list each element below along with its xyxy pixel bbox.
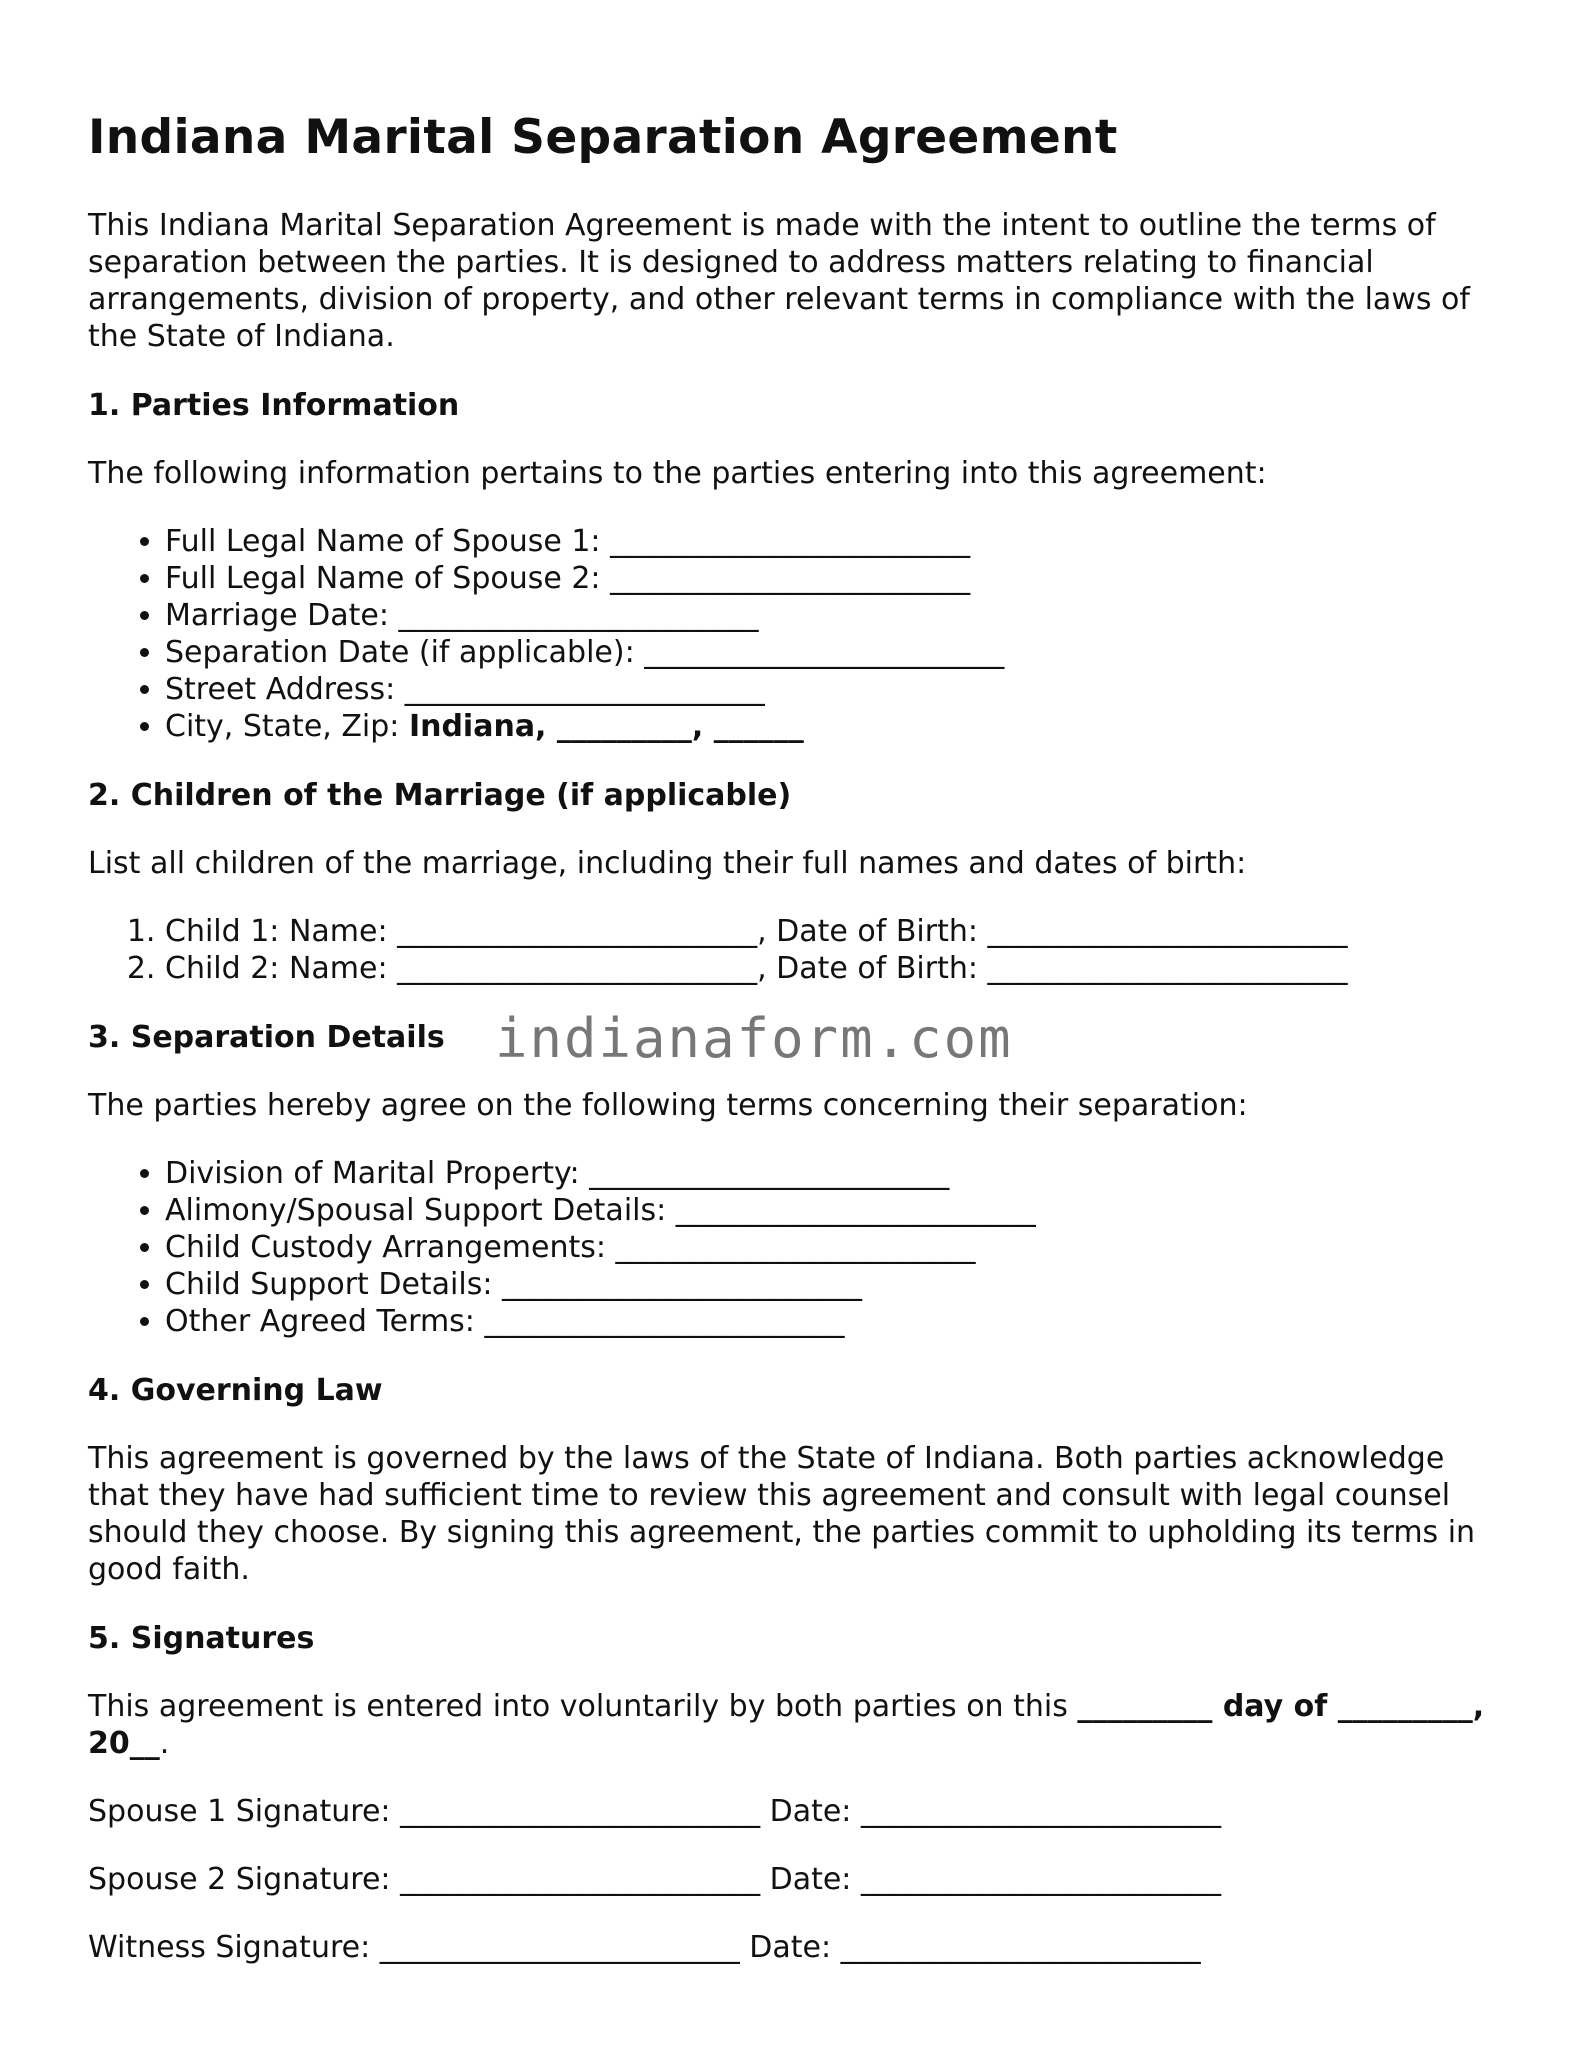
list-item: 2. Child 2: Name: ________________________, Date of Birth: ________________________ bbox=[165, 950, 1508, 987]
section-1-heading: 1. Parties Information bbox=[88, 388, 460, 423]
section-3-text: The parties hereby agree on the following terms concerning their separation: bbox=[88, 1088, 1248, 1123]
section-5-text bbox=[88, 1688, 1508, 1762]
section-2-text: List all children of the marriage, including their full names and dates of birth: bbox=[88, 846, 1247, 881]
separation-list bbox=[88, 1155, 1508, 1340]
parties-list bbox=[88, 523, 1508, 745]
agreement-date-blanks: _________ day of _________, 20__ bbox=[88, 1689, 1485, 1761]
page-title: Indiana Marital Separation Agreement bbox=[88, 110, 1118, 165]
agreement-date-suffix: . bbox=[159, 1726, 170, 1761]
section-5-heading: 5. Signatures bbox=[88, 1621, 315, 1656]
section-4-text: This agreement is governed by the laws of the State of Indiana. Both parties acknowledge that they have had sufficient time to review this agreement and consult with legal counsel should they choose. By signing this agreement, the parties commit to upholding its terms in good faith. bbox=[88, 1441, 1476, 1587]
spouse-2-signature-line: Spouse 2 Signature: ________________________ Date: ________________________ bbox=[88, 1862, 1221, 1897]
section-3-heading: 3. Separation Details bbox=[88, 1020, 445, 1055]
section-2-heading: 2. Children of the Marriage (if applicable) bbox=[88, 778, 792, 813]
list-item: • Child Support Details: ________________________ bbox=[165, 1266, 1508, 1303]
list-item: 1. Child 1: Name: ________________________, Date of Birth: ________________________ bbox=[165, 913, 1508, 950]
intro-paragraph: This Indiana Marital Separation Agreement is made with the intent to outline the terms of separation between the parties. It is designed to address matters relating to financial arrangements, division of property, and other relevant terms in compliance with the laws of the State of Indiana. bbox=[88, 208, 1470, 354]
city-value: Indiana, _________, ______ bbox=[408, 709, 804, 744]
section-1-text: The following information pertains to the parties entering into this agreement: bbox=[88, 456, 1267, 491]
list-item: • Division of Marital Property: ________________________ bbox=[165, 1155, 1508, 1192]
list-item: • Alimony/Spousal Support Details: ________________________ bbox=[165, 1192, 1508, 1229]
list-item: • Full Legal Name of Spouse 1: ________________________ bbox=[165, 523, 1508, 560]
list-item-city bbox=[165, 708, 1508, 745]
list-item: • Separation Date (if applicable): ________________________ bbox=[165, 634, 1508, 671]
children-list bbox=[88, 913, 1508, 987]
list-item: • Other Agreed Terms: ________________________ bbox=[165, 1303, 1508, 1340]
document-page bbox=[88, 105, 1508, 1966]
city-label: City, State, Zip: bbox=[165, 709, 409, 744]
section-4-heading: 4. Governing Law bbox=[88, 1373, 383, 1408]
agreement-date-prefix: This agreement is entered into voluntarily by both parties on this bbox=[88, 1689, 1078, 1724]
spouse-1-signature-line: Spouse 1 Signature: ________________________ Date: ________________________ bbox=[88, 1794, 1221, 1829]
list-item: • Child Custody Arrangements: ________________________ bbox=[165, 1229, 1508, 1266]
list-item: • Street Address: ________________________ bbox=[165, 671, 1508, 708]
list-item: • Full Legal Name of Spouse 2: ________________________ bbox=[165, 560, 1508, 597]
witness-signature-line: Witness Signature: ________________________ Date: ________________________ bbox=[88, 1930, 1201, 1965]
section-3-heading-row bbox=[88, 1007, 1508, 1070]
list-item: • Marriage Date: ________________________ bbox=[165, 597, 1508, 634]
watermark: indianaform.com bbox=[495, 1007, 1013, 1070]
